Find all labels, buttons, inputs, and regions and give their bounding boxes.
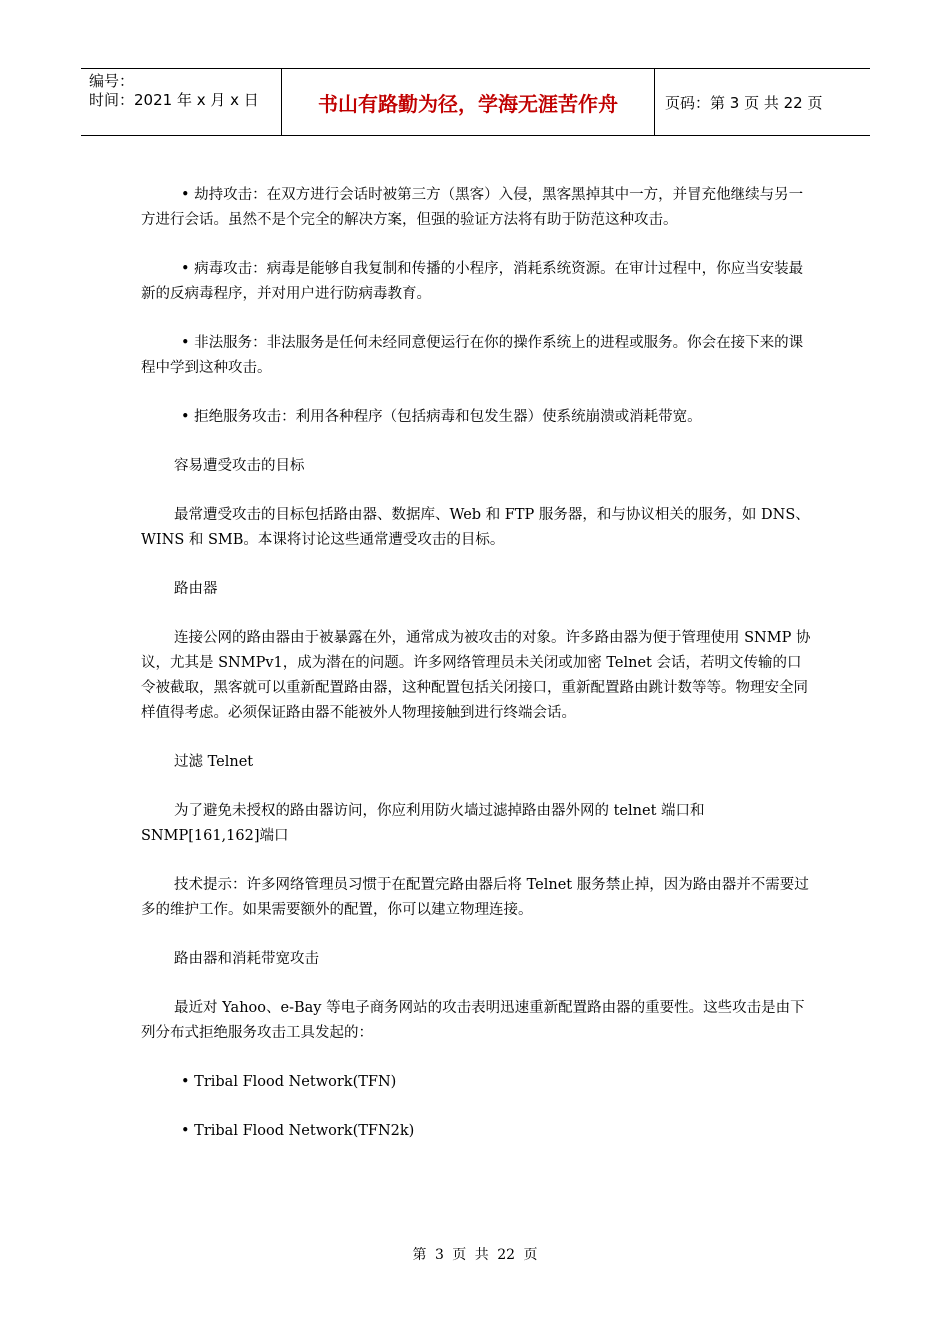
section-heading-bandwidth-attack: 路由器和消耗带宽攻击 [174,951,319,967]
bullet-tfn2k: • Tribal Flood Network(TFN2k) [181,1123,415,1139]
bullet-hijack-attack: • 劫持攻击：在双方进行会话时被第三方（黑客）入侵，黑客黑掉其中一方，并冒充他继续与另一方进行会话。虽然不是个完全的解决方案，但强的验证方法将有助于防范这种攻击。 [141,187,804,228]
section-heading-router: 路由器 [174,581,218,597]
bullet-virus-attack: • 病毒攻击：病毒是能够自我复制和传播的小程序，消耗系统资源。在审计过程中，你应当安装最新的反病毒程序，并对用户进行防病毒教育。 [141,261,804,302]
document-number-label: 编号： [89,72,135,90]
bullet-tfn: • Tribal Flood Network(TFN) [181,1074,397,1090]
page-header [81,68,870,136]
paragraph-common-targets: 最常遭受攻击的目标包括路由器、数据库、Web 和 FTP 服务器，和与协议相关的服务，如 DNS、WINS 和 SMB。本课将讨论这些通常遭受攻击的目标。 [141,507,810,548]
paragraph-ddos-tools: 最近对 Yahoo、e-Bay 等电子商务网站的攻击表明迅速重新配置路由器的重要性。这些攻击是由下列分布式拒绝服务攻击工具发起的： [141,1000,805,1041]
bullet-denial-of-service: • 拒绝服务攻击：利用各种程序（包括病毒和包发生器）使系统崩溃或消耗带宽。 [181,409,702,425]
section-heading-filter-telnet: 过滤 Telnet [174,754,254,770]
page-footer: 第 3 页 共 22 页 [412,1247,538,1263]
section-heading-targets: 容易遭受攻击的目标 [174,458,305,474]
document-body [141,183,813,1168]
document-time-label: 时间：2021 年 x 月 x 日 [89,91,259,109]
header-motto: 书山有路勤为径，学海无涯苦作舟 [282,69,655,135]
header-page-number: 页码：第 3 页 共 22 页 [665,93,823,112]
paragraph-router-exposure: 连接公网的路由器由于被暴露在外，通常成为被攻击的对象。许多路由器为便于管理使用 SNMP 协议，尤其是 SNMPv1，成为潜在的问题。许多网络管理员未关闭或加密 Telnet 会话，若明文传输的口令被截取，黑客就可以重新配置路由器，这种配置包括关闭接口，重新配置路由跳计数等等。物理安全同样值得考虑。必须保证路由器不能被外人物理接触到进行终端会话。 [141,630,811,721]
header-meta [81,69,282,135]
paragraph-tech-tip: 技术提示：许多网络管理员习惯于在配置完路由器后将 Telnet 服务禁止掉，因为路由器并不需要过多的维护工作。如果需要额外的配置，你可以建立物理连接。 [141,877,809,918]
bullet-illegal-service: • 非法服务：非法服务是任何未经同意便运行在你的操作系统上的进程或服务。你会在接下来的课程中学到这种攻击。 [141,335,804,376]
paragraph-filter-telnet: 为了避免未授权的路由器访问，你应利用防火墙过滤掉路由器外网的 telnet 端口和 SNMP[161,162]端口 [141,803,705,844]
